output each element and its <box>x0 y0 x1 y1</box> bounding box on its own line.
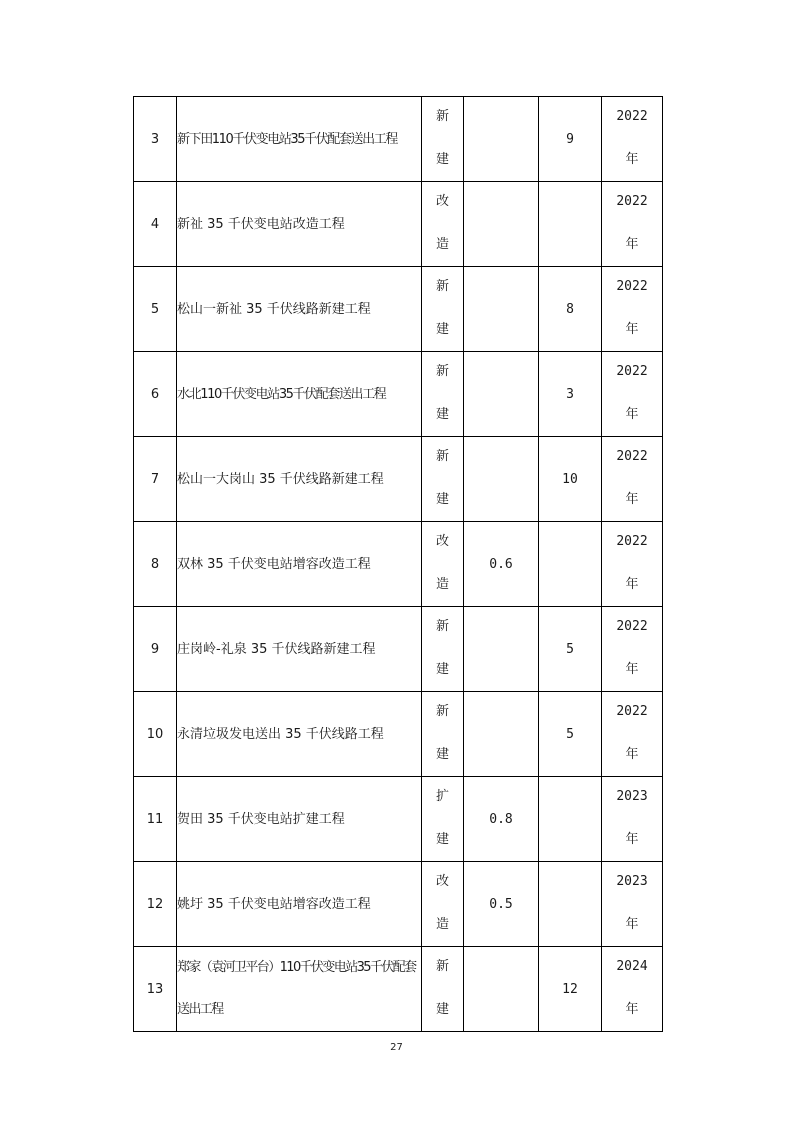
row-number: 13 <box>134 947 177 1032</box>
year-cell: 2023 年 <box>602 777 663 862</box>
year-cell: 2022 年 <box>602 97 663 182</box>
capacity-cell <box>464 607 539 692</box>
year-cell: 2022 年 <box>602 607 663 692</box>
capacity-cell <box>464 692 539 777</box>
length-cell <box>539 862 602 947</box>
row-number: 3 <box>134 97 177 182</box>
construction-type: 新 建 <box>422 267 464 352</box>
table-row <box>134 692 663 777</box>
row-number: 7 <box>134 437 177 522</box>
table-row <box>134 777 663 862</box>
table-row <box>134 182 663 267</box>
construction-type: 新 建 <box>422 692 464 777</box>
length-cell <box>539 182 602 267</box>
row-number: 5 <box>134 267 177 352</box>
construction-type: 新 建 <box>422 437 464 522</box>
row-number: 11 <box>134 777 177 862</box>
table-row <box>134 522 663 607</box>
row-number: 12 <box>134 862 177 947</box>
length-cell: 10 <box>539 437 602 522</box>
length-cell: 8 <box>539 267 602 352</box>
capacity-cell: 0.6 <box>464 522 539 607</box>
capacity-cell: 0.8 <box>464 777 539 862</box>
capacity-cell <box>464 947 539 1032</box>
year-cell: 2022 年 <box>602 437 663 522</box>
project-name: 姚圩 35 千伏变电站增容改造工程 <box>177 862 422 947</box>
page-number: 27 <box>390 1042 403 1053</box>
project-name: 新祉 35 千伏变电站改造工程 <box>177 182 422 267</box>
capacity-cell <box>464 437 539 522</box>
project-name: 永清垃圾发电送出 35 千伏线路工程 <box>177 692 422 777</box>
construction-type: 改 造 <box>422 182 464 267</box>
year-cell: 2022 年 <box>602 267 663 352</box>
length-cell <box>539 522 602 607</box>
capacity-cell: 0.5 <box>464 862 539 947</box>
length-cell: 12 <box>539 947 602 1032</box>
year-cell: 2022 年 <box>602 352 663 437</box>
table-row <box>134 607 663 692</box>
year-cell: 2022 年 <box>602 182 663 267</box>
table-row <box>134 352 663 437</box>
project-name: 贺田 35 千伏变电站扩建工程 <box>177 777 422 862</box>
row-number: 10 <box>134 692 177 777</box>
construction-type: 新 建 <box>422 607 464 692</box>
year-cell: 2022 年 <box>602 692 663 777</box>
construction-type: 新 建 <box>422 97 464 182</box>
row-number: 4 <box>134 182 177 267</box>
project-name: 新下田110千伏变电站35千伏配套送出工程 <box>177 97 422 182</box>
table-row <box>134 97 663 182</box>
year-cell: 2024 年 <box>602 947 663 1032</box>
year-cell: 2023 年 <box>602 862 663 947</box>
table-row <box>134 947 663 1032</box>
projects-table <box>133 96 663 1032</box>
row-number: 9 <box>134 607 177 692</box>
project-name: 双林 35 千伏变电站增容改造工程 <box>177 522 422 607</box>
construction-type: 改 造 <box>422 862 464 947</box>
table-row <box>134 267 663 352</box>
construction-type: 新 建 <box>422 947 464 1032</box>
length-cell: 3 <box>539 352 602 437</box>
project-name: 松山一新祉 35 千伏线路新建工程 <box>177 267 422 352</box>
project-name: 松山一大岗山 35 千伏线路新建工程 <box>177 437 422 522</box>
capacity-cell <box>464 182 539 267</box>
length-cell <box>539 777 602 862</box>
project-name: 庄岗岭-礼泉 35 千伏线路新建工程 <box>177 607 422 692</box>
project-name: 郑家（袁河卫平台）110千伏变电站35千伏配套送出工程 <box>177 947 422 1032</box>
row-number: 6 <box>134 352 177 437</box>
length-cell: 5 <box>539 692 602 777</box>
construction-type: 扩 建 <box>422 777 464 862</box>
project-name: 水北110千伏变电站35千伏配套送出工程 <box>177 352 422 437</box>
length-cell: 9 <box>539 97 602 182</box>
capacity-cell <box>464 267 539 352</box>
construction-type: 新 建 <box>422 352 464 437</box>
capacity-cell <box>464 352 539 437</box>
table-row <box>134 862 663 947</box>
year-cell: 2022 年 <box>602 522 663 607</box>
capacity-cell <box>464 97 539 182</box>
construction-type: 改 造 <box>422 522 464 607</box>
length-cell: 5 <box>539 607 602 692</box>
row-number: 8 <box>134 522 177 607</box>
table-row <box>134 437 663 522</box>
